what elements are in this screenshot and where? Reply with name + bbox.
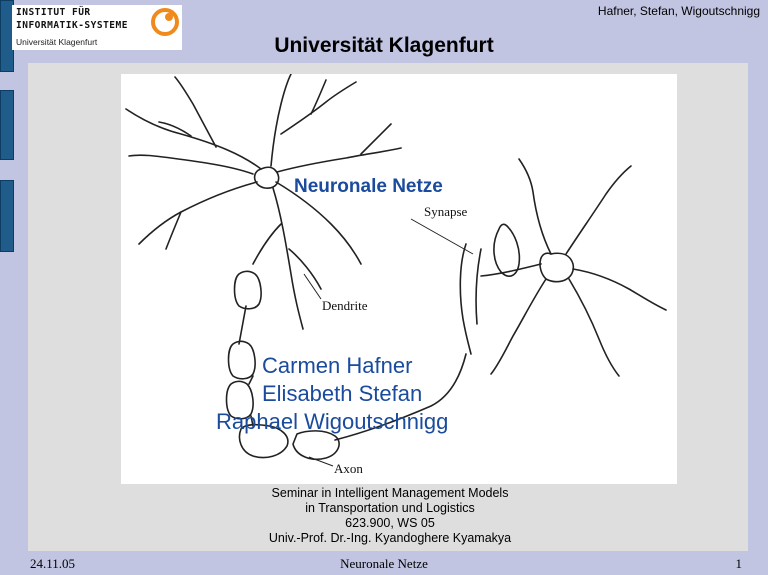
author-2: Elisabeth Stefan [262, 381, 423, 406]
footer-title: Neuronale Netze [340, 556, 428, 571]
seminar-line-3: 623.900, WS 05 [345, 516, 435, 530]
author-3: Raphael Wigoutschnigg [216, 409, 449, 434]
logo-subtitle: Universität Klagenfurt [16, 37, 98, 47]
label-dendrite: Dendrite [322, 298, 368, 313]
seminar-line-1: Seminar in Intelligent Management Models [271, 486, 509, 500]
label-axon: Axon [334, 461, 363, 476]
logo-emblem-icon [150, 8, 180, 36]
footer-page-number: 1 [735, 556, 742, 571]
university-title: Universität Klagenfurt [274, 34, 494, 57]
label-synapse: Synapse [424, 204, 468, 219]
slide-title: Neuronale Netze [294, 176, 443, 197]
logo-line-2: INFORMATIK-SYSTEME [16, 20, 128, 31]
side-tab-3 [0, 180, 14, 252]
seminar-line-4: Univ.-Prof. Dr.-Ing. Kyandoghere Kyamakya [268, 531, 512, 545]
author-1: Carmen Hafner [262, 353, 413, 378]
footer-date: 24.11.05 [30, 556, 76, 571]
seminar-line-2: in Transportation und Logistics [305, 501, 475, 515]
side-tab-2 [0, 90, 14, 160]
seminar-info [200, 486, 580, 546]
logo-line-1: INSTITUT FÜR [16, 7, 91, 18]
header-authors: Hafner, Stefan, Wigoutschnigg [597, 4, 760, 18]
